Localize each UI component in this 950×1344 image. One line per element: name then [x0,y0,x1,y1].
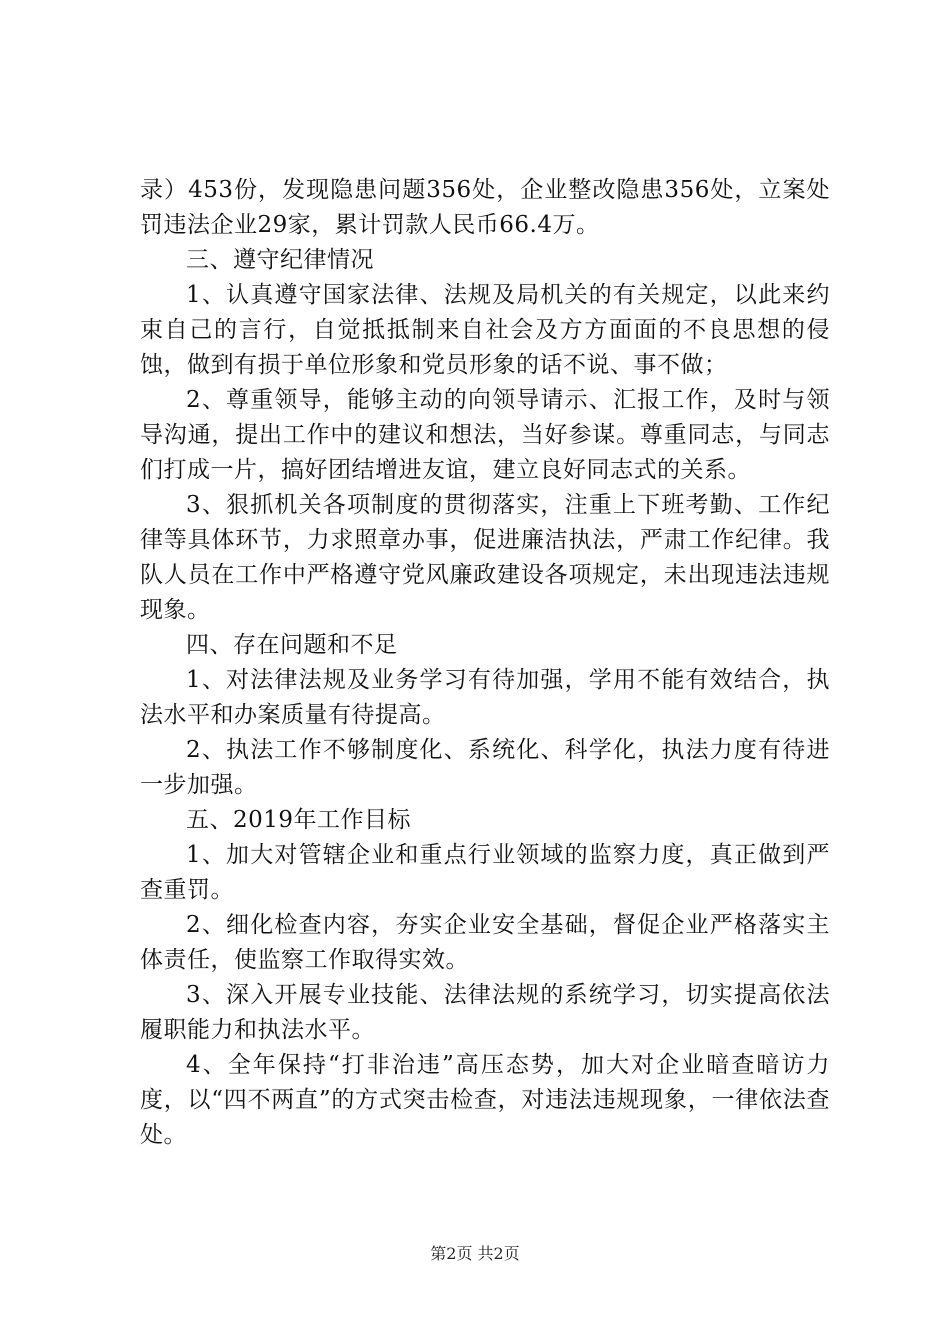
paragraph-goals-1: 1、加大对管辖企业和重点行业领域的监察力度，真正做到严查重罚。 [140,842,830,903]
paragraph-problems-1: 1、对法律法规及业务学习有待加强，学用不能有效结合，执法水平和办案质量有待提高。 [140,667,830,728]
paragraph-problems-2: 2、执法工作不够制度化、系统化、科学化，执法力度有待进一步加强。 [140,737,830,798]
paragraph-continuation: 录）453份，发现隐患问题356处，企业整改隐患356处，立案处罚违法企业29家，累计罚款人民币66.4万。 [140,177,830,238]
paragraph-goals-3: 3、深入开展专业技能、法律法规的系统学习，切实提高依法履职能力和执法水平。 [140,982,830,1043]
paragraph-discipline-3: 3、狠抓机关各项制度的贯彻落实，注重上下班考勤、工作纪律等具体环节，力求照章办事，促进廉洁执法，严肃工作纪律。我队人员在工作中严格遵守党风廉政建设各项规定，未出现违法违规现象。 [140,492,830,623]
paragraph-goals-2: 2、细化检查内容，夯实企业安全基础，督促企业严格落实主体责任，使监察工作取得实效。 [140,912,830,973]
paragraph-goals-4: 4、全年保持“打非治违”高压态势，加大对企业暗查暗访力度，以“四不两直”的方式突击检查，对违法违规现象，一律依法查处。 [140,1052,830,1148]
document-body [140,173,830,1153]
page-number-footer: 第2页 共2页 [430,1244,520,1263]
paragraph-discipline-2: 2、尊重领导，能够主动的向领导请示、汇报工作，及时与领导沟通，提出工作中的建议和想法，当好参谋。尊重同志，与同志们打成一片，搞好团结增进友谊，建立良好同志式的关系。 [140,387,830,483]
section-heading-problems: 四、存在问题和不足 [186,632,398,658]
section-heading-goals: 五、2019年工作目标 [186,807,412,833]
section-heading-discipline: 三、遵守纪律情况 [186,247,374,273]
paragraph-discipline-1: 1、认真遵守国家法律、法规及局机关的有关规定，以此来约束自己的言行，自觉抵抵制来自社会及方方面面的不良思想的侵蚀，做到有损于单位形象和党员形象的话不说、事不做； [140,282,830,378]
